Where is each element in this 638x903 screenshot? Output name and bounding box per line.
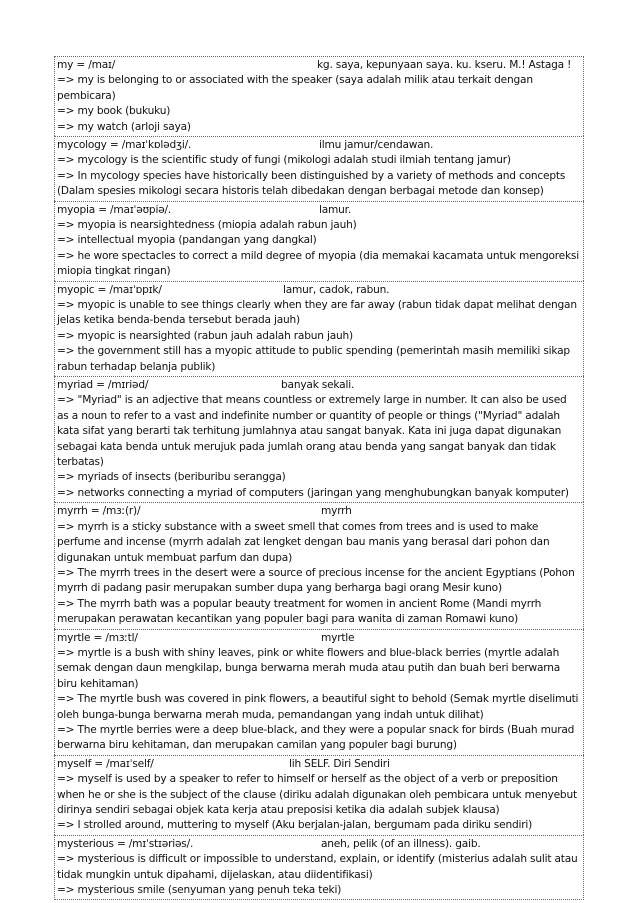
dictionary-entry xyxy=(54,281,584,376)
entry-header xyxy=(57,504,581,519)
entry-line: => he wore spectacles to correct a mild degree of myopia (dia memakai kacamata untuk mengoreksi miopia tingkat ringan) xyxy=(57,249,579,278)
entry-line: => The myrrh trees in the desert were a source of precious incense for the ancient Egyptians (Pohon myrrh di padang pasir merupakan sumber dupa yang berharga bagi orang Mesir kuno) xyxy=(57,566,575,595)
entry-headword: myrrh = /mɜː(r)/ xyxy=(57,505,141,518)
dictionary-entry xyxy=(54,56,584,136)
entry-line: => myopia is nearsightedness (miopia adalah rabun jauh) xyxy=(57,219,357,232)
entry-translation: ilmu jamur/cendawan. xyxy=(319,139,434,152)
dictionary-page xyxy=(54,56,584,900)
entry-headword: myopia = /maɪˈəʊpiə/. xyxy=(57,203,172,216)
entry-headword: myriad = /mɪriəd/ xyxy=(57,379,149,392)
entry-line: => mysterious is difficult or impossible to understand, explain, or identify (misterius adalah sulit atau tidak mungkin untuk dipahami, dijelaskan, atau diidentifikasi) xyxy=(57,853,578,881)
entry-line: => myopic is nearsighted (rabun jauh adalah rabun jauh) xyxy=(57,329,353,342)
entry-line: => myrtle is a bush with shiny leaves, pink or white flowers and blue-black berries (myrtle adalah semak dengan daun mengkilap, bunga berwarna merah muda atau putih dan buah beri berwarna biru kehitaman) xyxy=(57,646,561,690)
dictionary-entry xyxy=(54,629,584,755)
dictionary-entry xyxy=(54,755,584,835)
entry-line: => myopic is unable to see things clearly when they are far away (rabun tidak dapat melihat dengan jelas ketika benda-benda tersebut berada jauh) xyxy=(57,299,577,327)
entry-line: => my watch (arloji saya) xyxy=(57,120,191,133)
entry-line: => myrrh is a sticky substance with a sweet smell that comes from trees and is used to make perfume and incense (myrrh adalah zat lengket dengan bau manis yang berasal dari pohon dan digunakan untuk membuat parfum dan dupa) xyxy=(57,520,550,564)
entry-translation: lamur, cadok, rabun. xyxy=(283,283,390,296)
entry-translation: aneh, pelik (of an illness). gaib. xyxy=(321,837,481,850)
entry-header xyxy=(57,757,581,772)
entry-line: => The myrtle bush was covered in pink flowers, a beautiful sight to behold (Semak myrtle diselimuti oleh bunga-bunga berwarna merah muda, pemandangan yang indah untuk dilihat) xyxy=(57,693,579,721)
entry-headword: mycology = /maɪˈkɒlədʒi/. xyxy=(57,139,192,152)
entry-line: => The myrrh bath was a popular beauty treatment for women in ancient Rome (Mandi myrrh merupakan perawatan kecantikan yang populer bagi para wanita di zaman Romawi kuno) xyxy=(57,597,542,626)
entry-line: => In mycology species have historically been distinguished by a variety of methods and concepts (Dalam spesies mikologi secara historis telah dibedakan dengan berbagai metode dan konsep) xyxy=(57,169,566,198)
entry-translation: lih SELF. Diri Sendiri xyxy=(289,757,390,770)
entry-headword: myopic = /maɪˈɒpɪk/ xyxy=(57,283,162,296)
entry-header xyxy=(57,283,581,298)
entry-line: => the government still has a myopic attitude to public spending (pemerintah masih memiliki sikap rabun terhadap belanja publik) xyxy=(57,345,570,373)
entry-translation: myrtle xyxy=(321,631,355,644)
entry-headword: mysterious = /mɪˈstɪəriəs/. xyxy=(57,837,194,850)
entry-translation: myrrh xyxy=(321,505,352,518)
entry-translation: banyak sekali. xyxy=(281,379,355,392)
entry-line: => "Myriad" is an adjective that means countless or extremely large in number. It can also be used as a noun to refer to a vast and indefinite number or quantity of people or things ("Myriad" adalah kata sifat yang berarti tak terhitung jumlahnya atau sangat banyak. Kata ini juga dapat digunakan sebagai kata benda untuk merujuk pada jumlah orang atau benda yang sangat banyak dan tidak terbatas) xyxy=(57,394,567,469)
entry-header xyxy=(57,138,581,153)
dictionary-entry xyxy=(54,136,584,201)
entry-header xyxy=(57,203,581,218)
dictionary-entry xyxy=(54,502,584,628)
entry-header xyxy=(57,58,581,73)
entry-header xyxy=(57,378,581,393)
entry-headword: myself = /maɪˈself/ xyxy=(57,757,154,770)
dictionary-entry xyxy=(54,376,584,502)
entry-translation: lamur. xyxy=(319,203,352,216)
dictionary-entry xyxy=(54,201,584,281)
entry-translation: kg. saya, kepunyaan saya. ku. kseru. M.! Astaga ! xyxy=(317,59,572,71)
entry-line: => I strolled around, muttering to myself (Aku berjalan-jalan, bergumam pada diriku sendiri) xyxy=(57,819,533,832)
entry-line: => mycology is the scientific study of fungi (mikologi adalah studi ilmiah tentang jamur) xyxy=(57,154,511,167)
dictionary-entry xyxy=(54,835,584,901)
entry-header xyxy=(57,631,581,646)
entry-line: => networks connecting a myriad of computers (jaringan yang menghubungkan banyak komputer) xyxy=(57,486,569,499)
entry-line: => The myrtle berries were a deep blue-black, and they were a popular snack for birds (Buah murad berwarna biru kehitaman, dan merupakan camilan yang populer bagi burung) xyxy=(57,723,575,752)
entry-header xyxy=(57,837,581,852)
entry-line: => myself is used by a speaker to refer to himself or herself as the object of a verb or preposition when he or she is the subject of the clause (diriku adalah digunakan oleh pembicara untuk menyebut dirinya sendiri sebagai objek kata kerja atau preposisi ketika dia adalah subjek klausa) xyxy=(57,773,577,816)
entry-line: => mysterious smile (senyuman yang penuh teka teki) xyxy=(57,883,342,896)
entry-line: => intellectual myopia (pandangan yang dangkal) xyxy=(57,234,317,247)
entry-headword: my = /maɪ/ xyxy=(57,59,116,71)
entry-line: => my book (bukuku) xyxy=(57,105,171,118)
entry-line: => my is belonging to or associated with the speaker (saya adalah milik atau terkait dengan pembicara) xyxy=(57,74,533,102)
entry-line: => myriads of insects (beriburibu serangga) xyxy=(57,471,286,484)
entry-headword: myrtle = /mɜːtl/ xyxy=(57,631,138,644)
